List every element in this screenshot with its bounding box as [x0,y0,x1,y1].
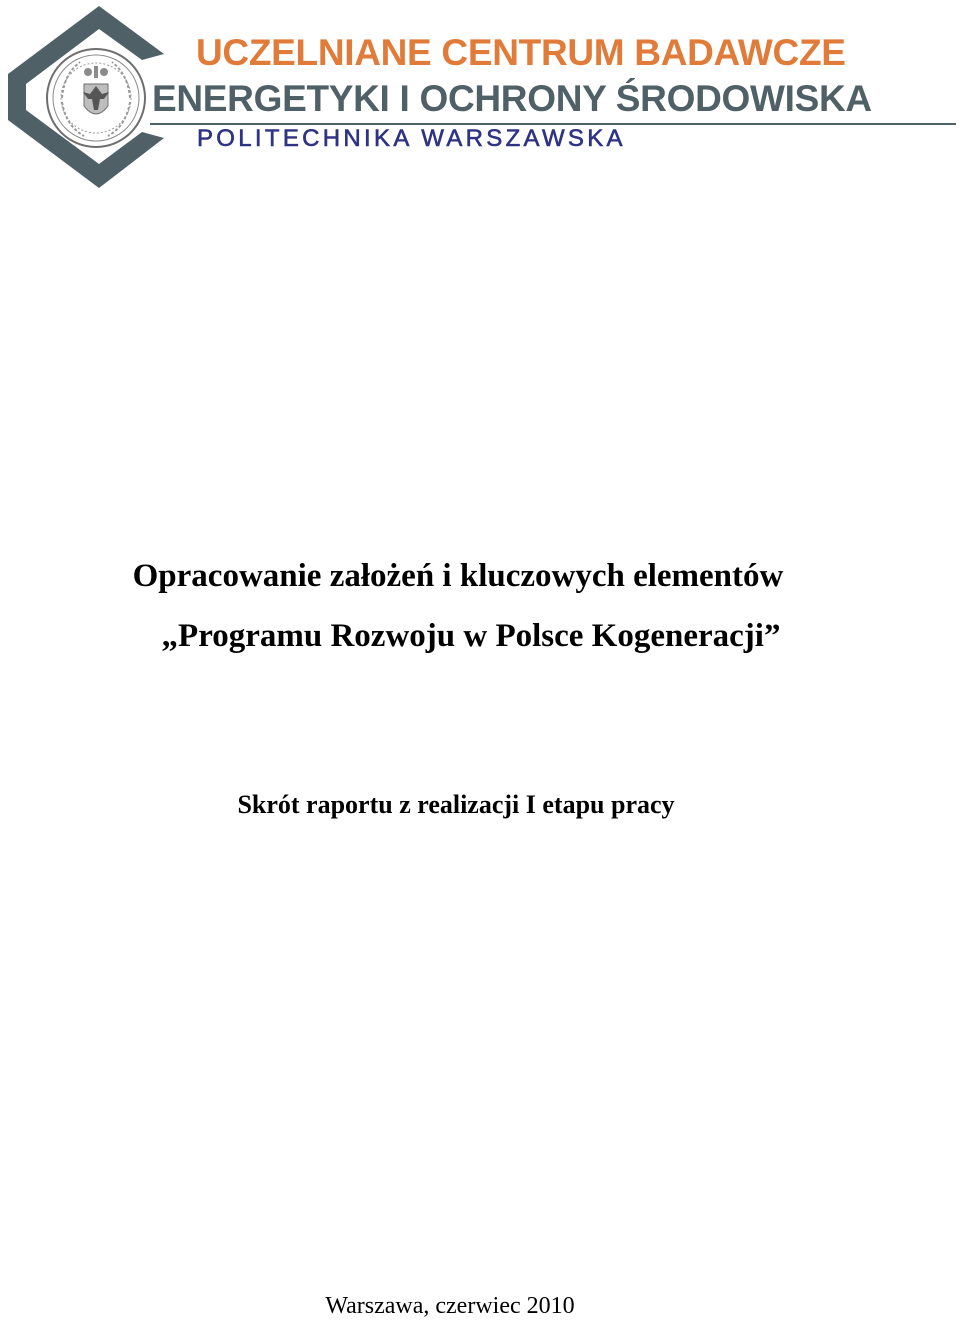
institution-name-line-1: UCZELNIANE CENTRUM BADAWCZE [196,32,846,73]
university-emblem-icon [4,2,164,190]
place-and-date: Warszawa, czerwiec 2010 [325,1293,575,1319]
document-title-line-1: Opracowanie założeń i kluczowych elementów [132,558,784,594]
institution-name-line-2: ENERGETYKI I OCHRONY ŚRODOWISKA [152,78,872,119]
letterhead [0,0,960,195]
university-name: POLITECHNIKA WARSZAWSKA [197,125,626,152]
document-subtitle: Skrót raportu z realizacji I etapu pracy [237,790,675,819]
document-title-line-2: „Programu Rozwoju w Polsce Kogeneracji” [161,618,781,654]
